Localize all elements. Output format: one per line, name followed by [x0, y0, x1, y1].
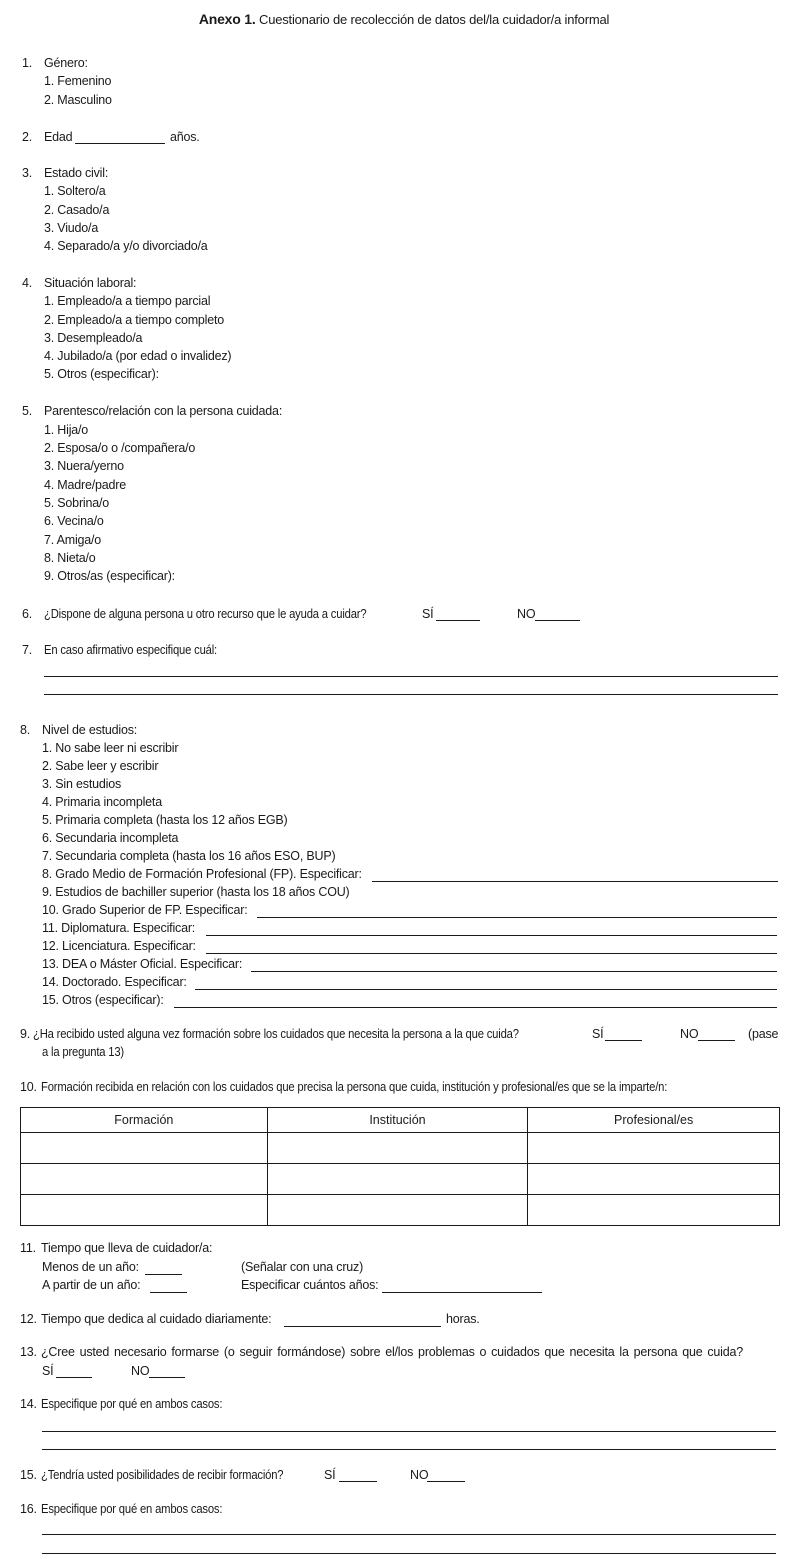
question-label: ¿Dispone de alguna persona u otro recurso que le ayuda a cuidar?	[44, 607, 367, 621]
option-6[interactable]: 6. Secundaria incompleta	[42, 831, 179, 845]
age-input[interactable]	[75, 131, 165, 144]
option-otros[interactable]: 5. Otros (especificar):	[44, 367, 159, 381]
option-10[interactable]: 10. Grado Superior de FP. Especificar:	[42, 903, 248, 917]
option-hija[interactable]: 1. Hija/o	[44, 423, 89, 437]
question-label: Especifique por qué en ambos casos:	[41, 1397, 223, 1411]
yes-input[interactable]	[339, 1469, 377, 1482]
table-cell[interactable]	[528, 1195, 780, 1226]
option-nieta[interactable]: 8. Nieta/o	[44, 551, 96, 565]
answer-line-2[interactable]	[42, 1437, 776, 1450]
yes-label: SÍ	[592, 1027, 604, 1041]
hours-input[interactable]	[284, 1314, 441, 1327]
question-number: 14.	[20, 1397, 37, 1411]
table-row	[21, 1133, 780, 1164]
question-number: 15.	[20, 1468, 37, 1482]
option-madre[interactable]: 4. Madre/padre	[44, 478, 126, 492]
option-8-specify-input[interactable]	[372, 869, 778, 882]
option-masculino[interactable]: 2. Masculino	[44, 93, 112, 107]
option-soltero[interactable]: 1. Soltero/a	[44, 184, 106, 198]
question-number: 11.	[20, 1241, 36, 1255]
question-label: Parentesco/relación con la persona cuidada:	[44, 404, 283, 418]
more-than-year-input[interactable]	[150, 1280, 187, 1293]
question-label: Especifique por qué en ambos casos:	[41, 1502, 223, 1516]
option-esposa[interactable]: 2. Esposa/o o /compañera/o	[44, 441, 196, 455]
less-than-year-label: Menos de un año:	[42, 1260, 139, 1274]
option-jubilado[interactable]: 4. Jubilado/a (por edad o invalidez)	[44, 349, 232, 363]
question-label: ¿Cree usted necesario formarse (o seguir formándose) sobre el/los problemas o cuidados que necesita la persona que cuida?	[41, 1345, 743, 1359]
table-row	[21, 1164, 780, 1195]
skip-note: (pase	[748, 1027, 779, 1041]
option-11[interactable]: 11. Diplomatura. Especificar:	[42, 921, 196, 935]
option-vecina[interactable]: 6. Vecina/o	[44, 514, 104, 528]
less-than-year-input[interactable]	[145, 1262, 182, 1275]
question-label: Nivel de estudios:	[42, 723, 138, 737]
question-label: ¿Tendría usted posibilidades de recibir formación?	[41, 1468, 284, 1482]
years-input[interactable]	[382, 1280, 542, 1293]
option-8[interactable]: 8. Grado Medio de Formación Profesional (FP). Especificar:	[42, 867, 362, 881]
option-10-specify-input[interactable]	[257, 905, 777, 918]
question-number: 6.	[22, 607, 33, 621]
option-1[interactable]: 1. No sabe leer ni escribir	[42, 741, 179, 755]
answer-line-1[interactable]	[42, 1419, 776, 1432]
specify-years-label: Especificar cuántos años:	[241, 1278, 379, 1292]
question-label: Edad	[44, 130, 73, 144]
answer-line-2[interactable]	[42, 1541, 776, 1554]
table-cell[interactable]	[21, 1133, 268, 1164]
question-number: 10.	[20, 1080, 37, 1094]
column-header-profesionales: Profesional/es	[528, 1108, 780, 1133]
option-separado[interactable]: 4. Separado/a y/o divorciado/a	[44, 239, 208, 253]
option-13[interactable]: 13. DEA o Máster Oficial. Especificar:	[42, 957, 243, 971]
option-desempleado[interactable]: 3. Desempleado/a	[44, 331, 143, 345]
option-14-specify-input[interactable]	[195, 977, 777, 990]
question-number: 16.	[20, 1502, 37, 1516]
question-number: 13.	[20, 1345, 37, 1359]
question-label: Tiempo que lleva de cuidador/a:	[41, 1241, 213, 1255]
yes-label: SÍ	[42, 1364, 54, 1378]
option-nuera[interactable]: 3. Nuera/yerno	[44, 459, 124, 473]
table-cell[interactable]	[267, 1195, 528, 1226]
option-7[interactable]: 7. Secundaria completa (hasta los 16 años ESO, BUP)	[42, 849, 336, 863]
table-cell[interactable]	[21, 1195, 268, 1226]
option-15-specify-input[interactable]	[174, 995, 777, 1008]
answer-line-1[interactable]	[42, 1522, 776, 1535]
question-number: 7.	[22, 643, 33, 657]
option-femenino[interactable]: 1. Femenino	[44, 74, 112, 88]
question-label: Tiempo que dedica al cuidado diariamente:	[41, 1312, 272, 1326]
option-casado[interactable]: 2. Casado/a	[44, 203, 110, 217]
option-2[interactable]: 2. Sabe leer y escribir	[42, 759, 159, 773]
question-label: En caso afirmativo especifique cuál:	[44, 643, 217, 657]
mark-with-cross-note: (Señalar con una cruz)	[241, 1260, 364, 1274]
question-label: Formación recibida en relación con los cuidados que precisa la persona que cuida, institución y profesional/es que se la imparte/n:	[41, 1080, 668, 1094]
option-3[interactable]: 3. Sin estudios	[42, 777, 121, 791]
table-cell[interactable]	[528, 1164, 780, 1195]
hours-suffix: horas.	[446, 1312, 480, 1326]
question-label: Género:	[44, 56, 88, 70]
option-parcial[interactable]: 1. Empleado/a a tiempo parcial	[44, 294, 211, 308]
skip-note-continued: a la pregunta 13)	[42, 1045, 125, 1059]
annex-title: Cuestionario de recolección de datos del/la cuidador/a informal	[259, 12, 610, 27]
option-11-specify-input[interactable]	[206, 923, 777, 936]
option-completo[interactable]: 2. Empleado/a a tiempo completo	[44, 313, 225, 327]
option-5[interactable]: 5. Primaria completa (hasta los 12 años EGB)	[42, 813, 288, 827]
option-12[interactable]: 12. Licenciatura. Especificar:	[42, 939, 196, 953]
option-12-specify-input[interactable]	[206, 941, 777, 954]
no-input[interactable]	[149, 1365, 185, 1378]
question-number: 5.	[22, 404, 33, 418]
age-suffix: años.	[170, 130, 200, 144]
answer-line-1[interactable]	[44, 664, 778, 677]
question-number: 8.	[20, 723, 31, 737]
option-amiga[interactable]: 7. Amiga/o	[44, 533, 102, 547]
yes-label: SÍ	[324, 1468, 336, 1482]
question-number: 12.	[20, 1312, 37, 1326]
option-viudo[interactable]: 3. Viudo/a	[44, 221, 99, 235]
no-label: NO	[131, 1364, 150, 1378]
no-label: NO	[680, 1027, 699, 1041]
question-label: Situación laboral:	[44, 276, 137, 290]
option-4[interactable]: 4. Primaria incompleta	[42, 795, 162, 809]
more-than-year-label: A partir de un año:	[42, 1278, 141, 1292]
table-cell[interactable]	[267, 1133, 528, 1164]
table-header-row	[21, 1108, 780, 1133]
option-9[interactable]: 9. Estudios de bachiller superior (hasta los 18 años COU)	[42, 885, 350, 899]
question-number: 1.	[22, 56, 33, 70]
no-input[interactable]	[535, 608, 580, 621]
option-otros[interactable]: 9. Otros/as (especificar):	[44, 569, 175, 583]
option-13-specify-input[interactable]	[251, 959, 777, 972]
no-label: NO	[410, 1468, 429, 1482]
question-number: 4.	[22, 276, 33, 290]
table-row	[21, 1195, 780, 1226]
yes-input[interactable]	[56, 1365, 92, 1378]
no-label: NO	[517, 607, 536, 621]
question-label: ¿Ha recibido usted alguna vez formación sobre los cuidados que necesita la persona a la que cuida?	[33, 1027, 519, 1041]
no-input[interactable]	[698, 1028, 735, 1041]
table-cell[interactable]	[21, 1164, 268, 1195]
question-label: Estado civil:	[44, 166, 109, 180]
training-table	[20, 1107, 780, 1226]
question-number: 9.	[20, 1027, 31, 1041]
table-cell[interactable]	[267, 1164, 528, 1195]
answer-line-2[interactable]	[44, 682, 778, 695]
table-cell[interactable]	[528, 1133, 780, 1164]
question-number: 3.	[22, 166, 33, 180]
no-input[interactable]	[427, 1469, 465, 1482]
option-15[interactable]: 15. Otros (especificar):	[42, 993, 164, 1007]
annex-label: Anexo 1.	[198, 11, 256, 27]
yes-label: SÍ	[422, 607, 434, 621]
yes-input[interactable]	[436, 608, 480, 621]
column-header-formacion: Formación	[21, 1108, 268, 1133]
yes-input[interactable]	[605, 1028, 642, 1041]
question-number: 2.	[22, 130, 33, 144]
document-title	[0, 12, 808, 27]
option-sobrina[interactable]: 5. Sobrina/o	[44, 496, 110, 510]
column-header-institucion: Institución	[267, 1108, 528, 1133]
option-14[interactable]: 14. Doctorado. Especificar:	[42, 975, 187, 989]
